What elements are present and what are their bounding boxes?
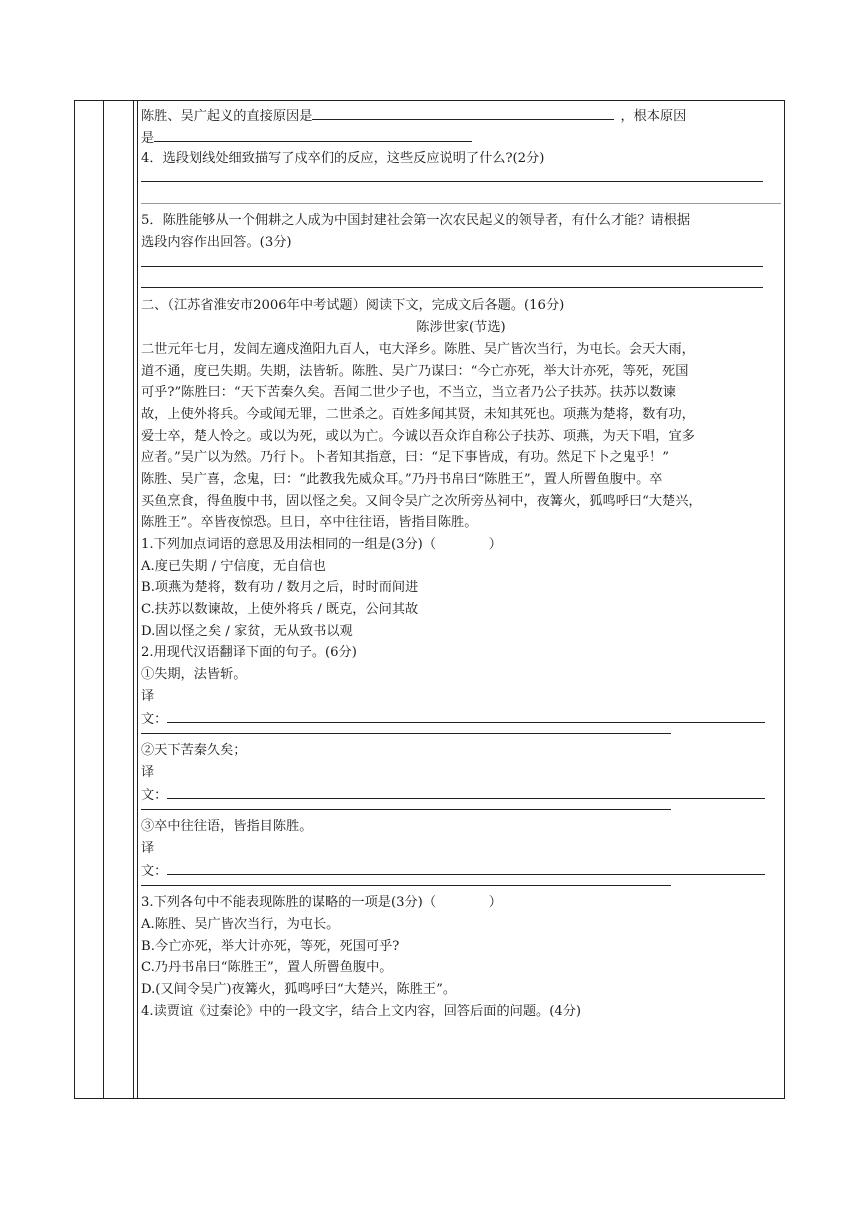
question-cause: 陈胜、吴广起义的直接原因是 ，根本原因 xyxy=(141,105,781,127)
passage-line: 可乎?”陈胜曰：“天下苦秦久矣。吾闻二世少子也，不当立，当立者乃公子扶苏。扶苏以数谏 xyxy=(141,385,676,401)
option-c[interactable]: C.扶苏以数谏故，上使外将兵 / 既克，公问其故 xyxy=(141,602,419,618)
question-2: 2.用现代汉语翻译下面的句子。(6分) xyxy=(141,645,357,661)
question-3: 3.下列各句中不能表现陈胜的谋略的一项是(3分)（ ） xyxy=(141,895,502,911)
question-1: 1.下列加点词语的意思及用法相同的一组是(3分)（ ） xyxy=(141,537,502,552)
question-content xyxy=(141,105,781,1022)
yi-label: 译 xyxy=(141,688,155,704)
yi-label: 译 xyxy=(141,840,155,856)
option-d[interactable]: D.固以怪之矣 / 家贫，无从致书以观 xyxy=(141,623,353,639)
passage-line: 爱士卒，楚人怜之。或以为死，或以为亡。今诚以吾众诈自称公子扶苏、项燕，为天下唱，宜多 xyxy=(141,428,695,444)
translation-answer-3: 文： xyxy=(141,860,781,882)
answer-blank[interactable] xyxy=(154,127,472,142)
passage-title: 陈涉世家(节选) xyxy=(416,320,506,336)
column-divider xyxy=(103,101,104,1098)
option-b[interactable]: B.今亡亦死，举大计亦死，等死，死国可乎? xyxy=(141,938,400,954)
translate-sentence-1: ①失期，法皆斩。 xyxy=(141,667,247,683)
question-cause-cont: 是 xyxy=(141,127,781,149)
answer-blank[interactable] xyxy=(167,784,765,799)
passage-line: 应者。”吴广以为然。乃行卜。卜者知其指意，曰：“足下事皆成，有功。然足下卜之鬼乎！” xyxy=(141,450,669,466)
passage-line: 陈胜、吴广喜，念鬼，曰：“此教我先威众耳。”乃丹书帛曰“陈胜王”，置人所罾鱼腹中。卒 xyxy=(141,471,663,487)
passage-line: 故，上使外将兵。今或闻无罪，二世杀之。百姓多闻其贤，未知其死也。项燕为楚将，数有功， xyxy=(141,406,695,422)
passage-line: 道不通，度已失期。失期，法皆斩。陈胜、吴广乃谋曰：“今亡亦死，举大计亦死，等死，死国 xyxy=(141,363,689,379)
option-a[interactable]: A.度已失期 / 宁信度，无自信也 xyxy=(141,558,326,574)
option-a[interactable]: A.陈胜、吴广皆次当行，为屯长。 xyxy=(141,917,340,932)
section-2-heading: 二、（江苏省淮安市2006年中考试题）阅读下文，完成文后各题。(16分) xyxy=(141,298,565,314)
passage-line: 二世元年七月，发闾左適戍渔阳九百人，屯大泽乡。陈胜、吴广皆次当行，为屯长。会天大雨， xyxy=(141,341,695,357)
translate-sentence-2: ②天下苦秦久矣； xyxy=(141,743,247,759)
yi-label: 译 xyxy=(141,764,155,780)
question-5-line2: 选段内容作出回答。(3分) xyxy=(141,234,292,250)
passage-text xyxy=(141,339,781,534)
option-b[interactable]: B.项燕为楚将，数有功 / 数月之后，时时而间进 xyxy=(141,580,419,596)
passage-line: 陈胜王”。卒皆夜惊恐。旦日，卒中往往语，皆指目陈胜。 xyxy=(141,515,478,531)
question-4b: 4.读贾谊《过秦论》中的一段文字，结合上文内容，回答后面的问题。(4分) xyxy=(141,1003,582,1019)
column-divider xyxy=(133,101,134,1098)
answer-blank[interactable] xyxy=(167,708,765,723)
option-c[interactable]: C.乃丹书帛曰“陈胜王”，置人所罾鱼腹中。 xyxy=(141,960,393,976)
question-5-line1: 5．陈胜能够从一个佣耕之人成为中国封建社会第一次农民起义的领导者，有什么才能？请根据 xyxy=(141,213,691,229)
option-d[interactable]: D.(又间令吴广)夜篝火，狐鸣呼曰“大楚兴，陈胜王”。 xyxy=(141,982,457,998)
translate-sentence-3: ③卒中往往语，皆指目陈胜。 xyxy=(141,819,313,835)
question-4: 4．选段划线处细致描写了戍卒们的反应，这些反应说明了什么?(2分) xyxy=(141,151,545,167)
answer-blank[interactable] xyxy=(312,105,614,120)
passage-line: 买鱼烹食，得鱼腹中书，固以怪之矣。又间令吴广之次所旁丛祠中，夜篝火，狐鸣呼曰“大楚兴， xyxy=(141,493,702,509)
answer-blank[interactable] xyxy=(167,860,765,875)
translation-answer-1: 文： xyxy=(141,708,781,730)
column-divider xyxy=(137,101,138,1098)
question-table xyxy=(74,100,785,1099)
translation-answer-2: 文： xyxy=(141,784,781,806)
